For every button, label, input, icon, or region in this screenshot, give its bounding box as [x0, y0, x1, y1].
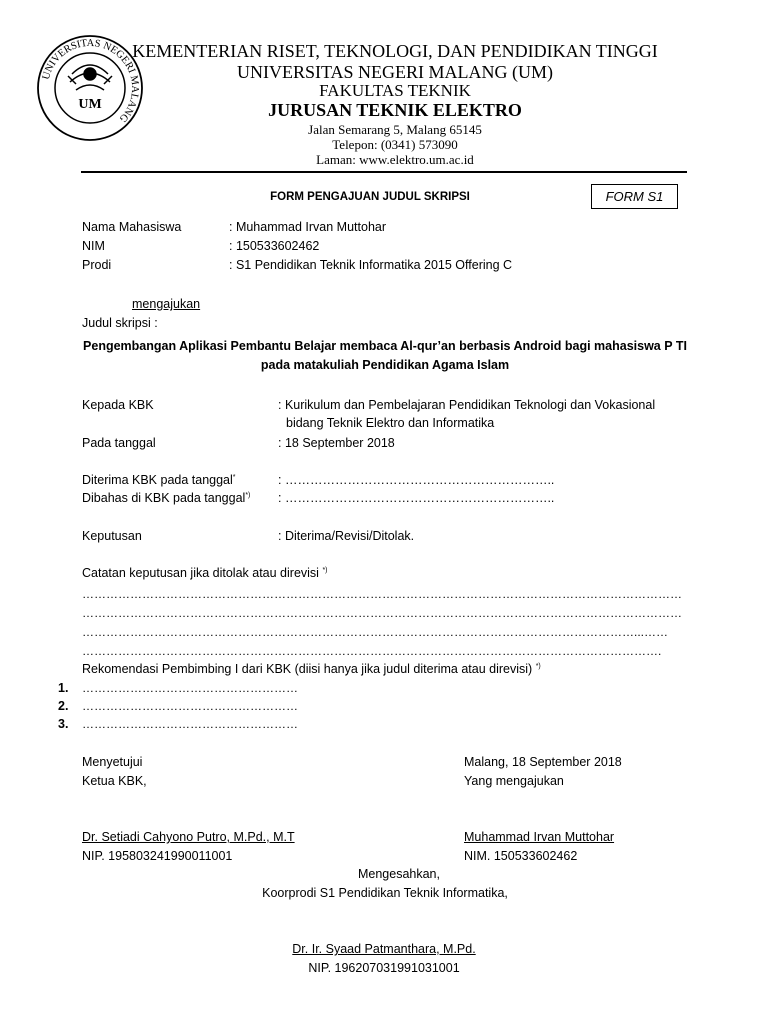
prodi-value: : S1 Pendidikan Teknik Informatika 2015 Offering C: [229, 258, 513, 272]
rekomendasi-num-2: 2.: [58, 699, 69, 713]
name-label: Nama Mahasiswa: [82, 220, 182, 234]
rekomendasi-num-3: 3.: [58, 717, 69, 731]
dibahas-label: Dibahas di KBK pada tanggal*): [82, 491, 251, 505]
koorprodi-nip: NIP. 196207031991031001: [308, 961, 460, 975]
ketua-kbk-name: Dr. Setiadi Cahyono Putro, M.Pd., M.T: [82, 830, 295, 844]
rekomendasi-label: Rekomendasi Pembimbing I dari KBK (diisi hanya jika judul diterima atau direvisi) *): [82, 662, 541, 676]
menyetujui-text: Menyetujui: [82, 755, 143, 769]
rekomendasi-num-1: 1.: [58, 681, 69, 695]
catatan-line-1: ……………………………………………………………………………………………………………………………………: [82, 587, 682, 601]
rekomendasi-dots-2: ………………………………………………: [82, 699, 298, 713]
ketua-kbk-text: Ketua KBK,: [82, 774, 147, 788]
nim-value: : 150533602462: [229, 239, 320, 253]
keputusan-value: : Diterima/Revisi/Ditolak.: [278, 529, 415, 543]
student-signature-nim: NIM. 150533602462: [464, 849, 578, 863]
koorprodi-name: Dr. Ir. Syaad Patmanthara, M.Pd.: [292, 942, 476, 956]
prodi-label: Prodi: [82, 258, 112, 272]
logo-mark: UM: [78, 97, 102, 112]
kepada-kbk-value-line1: : Kurikulum dan Pembelajaran Pendidikan Teknologi dan Vokasional: [278, 398, 656, 412]
logo-ring-text: UNIVERSITAS NEGERI MALANG: [40, 37, 141, 124]
catatan-line-3: …………………………………………………………………………………………………………………………...……: [82, 625, 669, 639]
address: Jalan Semarang 5, Malang 65145: [308, 122, 482, 137]
university-name: UNIVERSITAS NEGERI MALANG (UM): [236, 62, 554, 82]
kepada-kbk-label: Kepada KBK: [82, 398, 154, 412]
website: Laman: www.elektro.um.ac.id: [316, 152, 474, 167]
form-code-box: FORM S1: [591, 184, 678, 209]
catatan-label: Catatan keputusan jika ditolak atau direvisi *): [82, 566, 328, 580]
dibahas-value: : ………………………………………………………..: [278, 491, 555, 505]
ketua-kbk-nip: NIP. 195803241990011001: [82, 849, 233, 863]
name-value: : Muhammad Irvan Muttohar: [229, 220, 387, 234]
phone: Telepon: (0341) 573090: [332, 137, 458, 152]
rekomendasi-dots-1: ………………………………………………: [82, 681, 298, 695]
department-name: JURUSAN TEKNIK ELEKTRO: [268, 100, 522, 120]
student-signature-name: Muhammad Irvan Muttohar: [464, 830, 615, 844]
form-title: FORM PENGAJUAN JUDUL SKRIPSI: [270, 191, 470, 203]
rekomendasi-dots-3: ………………………………………………: [82, 717, 298, 731]
mengesahkan-text: Mengesahkan,: [357, 867, 440, 881]
pada-tanggal-label: Pada tanggal: [82, 436, 156, 450]
place-date-text: Malang, 18 September 2018: [464, 755, 622, 769]
thesis-title-line1: Pengembangan Aplikasi Pembantu Belajar membaca Al-qur’an berbasis Android bagi mahasiswa P TI: [83, 339, 687, 353]
mengajukan-text: mengajukan: [132, 297, 201, 311]
faculty-name: FAKULTAS TEKNIK: [319, 81, 471, 100]
diterima-value: : ………………………………………………………..: [278, 473, 555, 487]
yang-mengajukan-text: Yang mengajukan: [464, 774, 564, 788]
thesis-title-line2: pada matakuliah Pendidikan Agama Islam: [260, 358, 510, 372]
nim-label: NIM: [82, 239, 105, 253]
catatan-line-4: ……………………………………………………………………………………………………………………………….: [82, 644, 662, 658]
keputusan-label: Keputusan: [82, 529, 142, 543]
koorprodi-text: Koorprodi S1 Pendidikan Teknik Informatika,: [262, 886, 508, 900]
letterhead-divider: [81, 171, 687, 173]
kepada-kbk-value-line2: bidang Teknik Elektro dan Informatika: [286, 416, 495, 430]
diterima-label: Diterima KBK pada tanggal*: [82, 473, 236, 487]
pada-tanggal-value: : 18 September 2018: [278, 436, 395, 450]
catatan-line-2: ……………………………………………………………………………………………………………………………………: [82, 606, 682, 620]
ministry-name: KEMENTERIAN RISET, TEKNOLOGI, DAN PENDIDIKAN TINGGI: [132, 41, 658, 61]
judul-label: Judul skripsi :: [82, 316, 158, 330]
